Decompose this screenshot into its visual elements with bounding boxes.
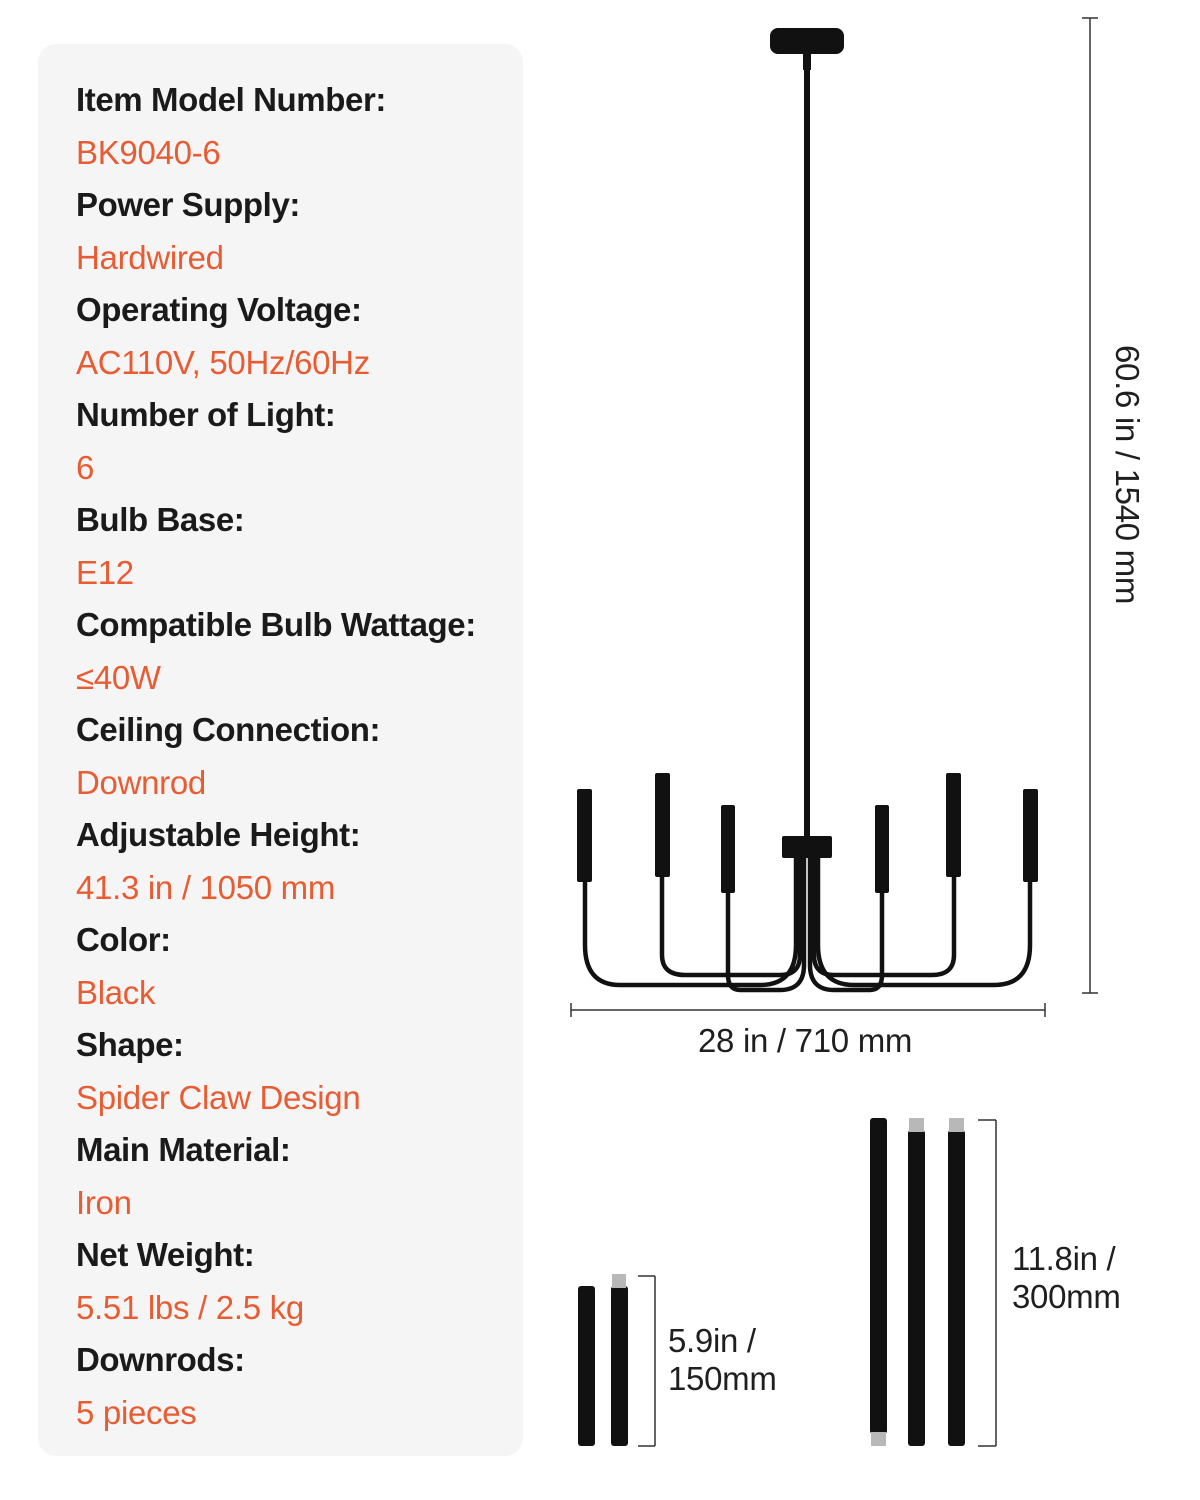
spec-label: Shape: (76, 1026, 184, 1063)
spec-label: Compatible Bulb Wattage: (76, 606, 476, 643)
spec-label: Number of Light: (76, 396, 336, 433)
spec-value: AC110V, 50Hz/60Hz (76, 343, 370, 381)
candle-sleeve (875, 805, 889, 893)
long-rod-dimension-label (1012, 1240, 1121, 1316)
chandelier-fixture (577, 28, 1038, 990)
candle-sleeve (655, 773, 670, 877)
spec-value: 5.51 lbs / 2.5 kg (76, 1288, 304, 1326)
spec-label: Power Supply: (76, 186, 300, 223)
short-downrod (578, 1286, 595, 1446)
spec-value: ≤40W (76, 658, 161, 696)
arm-right-outer (818, 858, 1030, 985)
long-rod-dimension-line2: 300mm (1012, 1278, 1121, 1315)
thread-end (871, 1432, 886, 1446)
candle-sleeve (946, 773, 961, 877)
canopy-stem (803, 54, 811, 70)
long-downrods (870, 1118, 965, 1446)
short-downrod (611, 1286, 628, 1446)
spec-label: Downrods: (76, 1341, 245, 1378)
spec-value: 5 pieces (76, 1393, 197, 1431)
center-hub (782, 836, 832, 858)
spec-label: Color: (76, 921, 171, 958)
thread-end (949, 1118, 964, 1132)
spec-label: Item Model Number: (76, 81, 386, 118)
short-rod-dimension-label (668, 1322, 777, 1398)
spec-value: Downrod (76, 763, 206, 801)
thread-end (612, 1274, 626, 1288)
spec-value: Spider Claw Design (76, 1078, 361, 1116)
thread-end (909, 1118, 924, 1132)
short-rod-dimension-line1: 5.9in / (668, 1322, 756, 1359)
candle-sleeve (721, 805, 735, 893)
spec-label: Operating Voltage: (76, 291, 362, 328)
candle-sleeve (577, 789, 592, 882)
spec-label: Adjustable Height: (76, 816, 361, 853)
width-dimension-line (571, 1003, 1045, 1017)
spec-label: Net Weight: (76, 1236, 255, 1273)
short-downrods (578, 1274, 628, 1446)
long-downrod (908, 1130, 925, 1446)
long-downrod (948, 1130, 965, 1446)
long-rod-bracket (978, 1120, 996, 1446)
long-rod-dimension-line1: 11.8in / (1012, 1240, 1116, 1277)
short-rod-dimension-line2: 150mm (668, 1360, 777, 1397)
ceiling-canopy (770, 28, 844, 54)
arms (585, 858, 1030, 990)
spec-value: 41.3 in / 1050 mm (76, 868, 336, 906)
spec-value: Black (76, 973, 156, 1011)
width-dimension-label: 28 in / 710 mm (698, 1022, 913, 1059)
arm-left-outer (585, 858, 796, 985)
spec-label: Main Material: (76, 1131, 291, 1168)
long-downrod (870, 1118, 887, 1434)
spec-value: E12 (76, 553, 134, 591)
height-dimension-line (1082, 18, 1098, 993)
spec-value: Hardwired (76, 238, 224, 276)
spec-value: 6 (76, 448, 95, 486)
spec-label: Bulb Base: (76, 501, 245, 538)
candle-sleeve (1023, 789, 1038, 882)
downrod (804, 70, 810, 836)
spec-value: BK9040-6 (76, 133, 221, 171)
spec-label: Ceiling Connection: (76, 711, 381, 748)
spec-value: Iron (76, 1183, 132, 1221)
short-rod-bracket (638, 1276, 655, 1446)
height-dimension-label: 60.6 in / 1540 mm (1109, 345, 1146, 605)
